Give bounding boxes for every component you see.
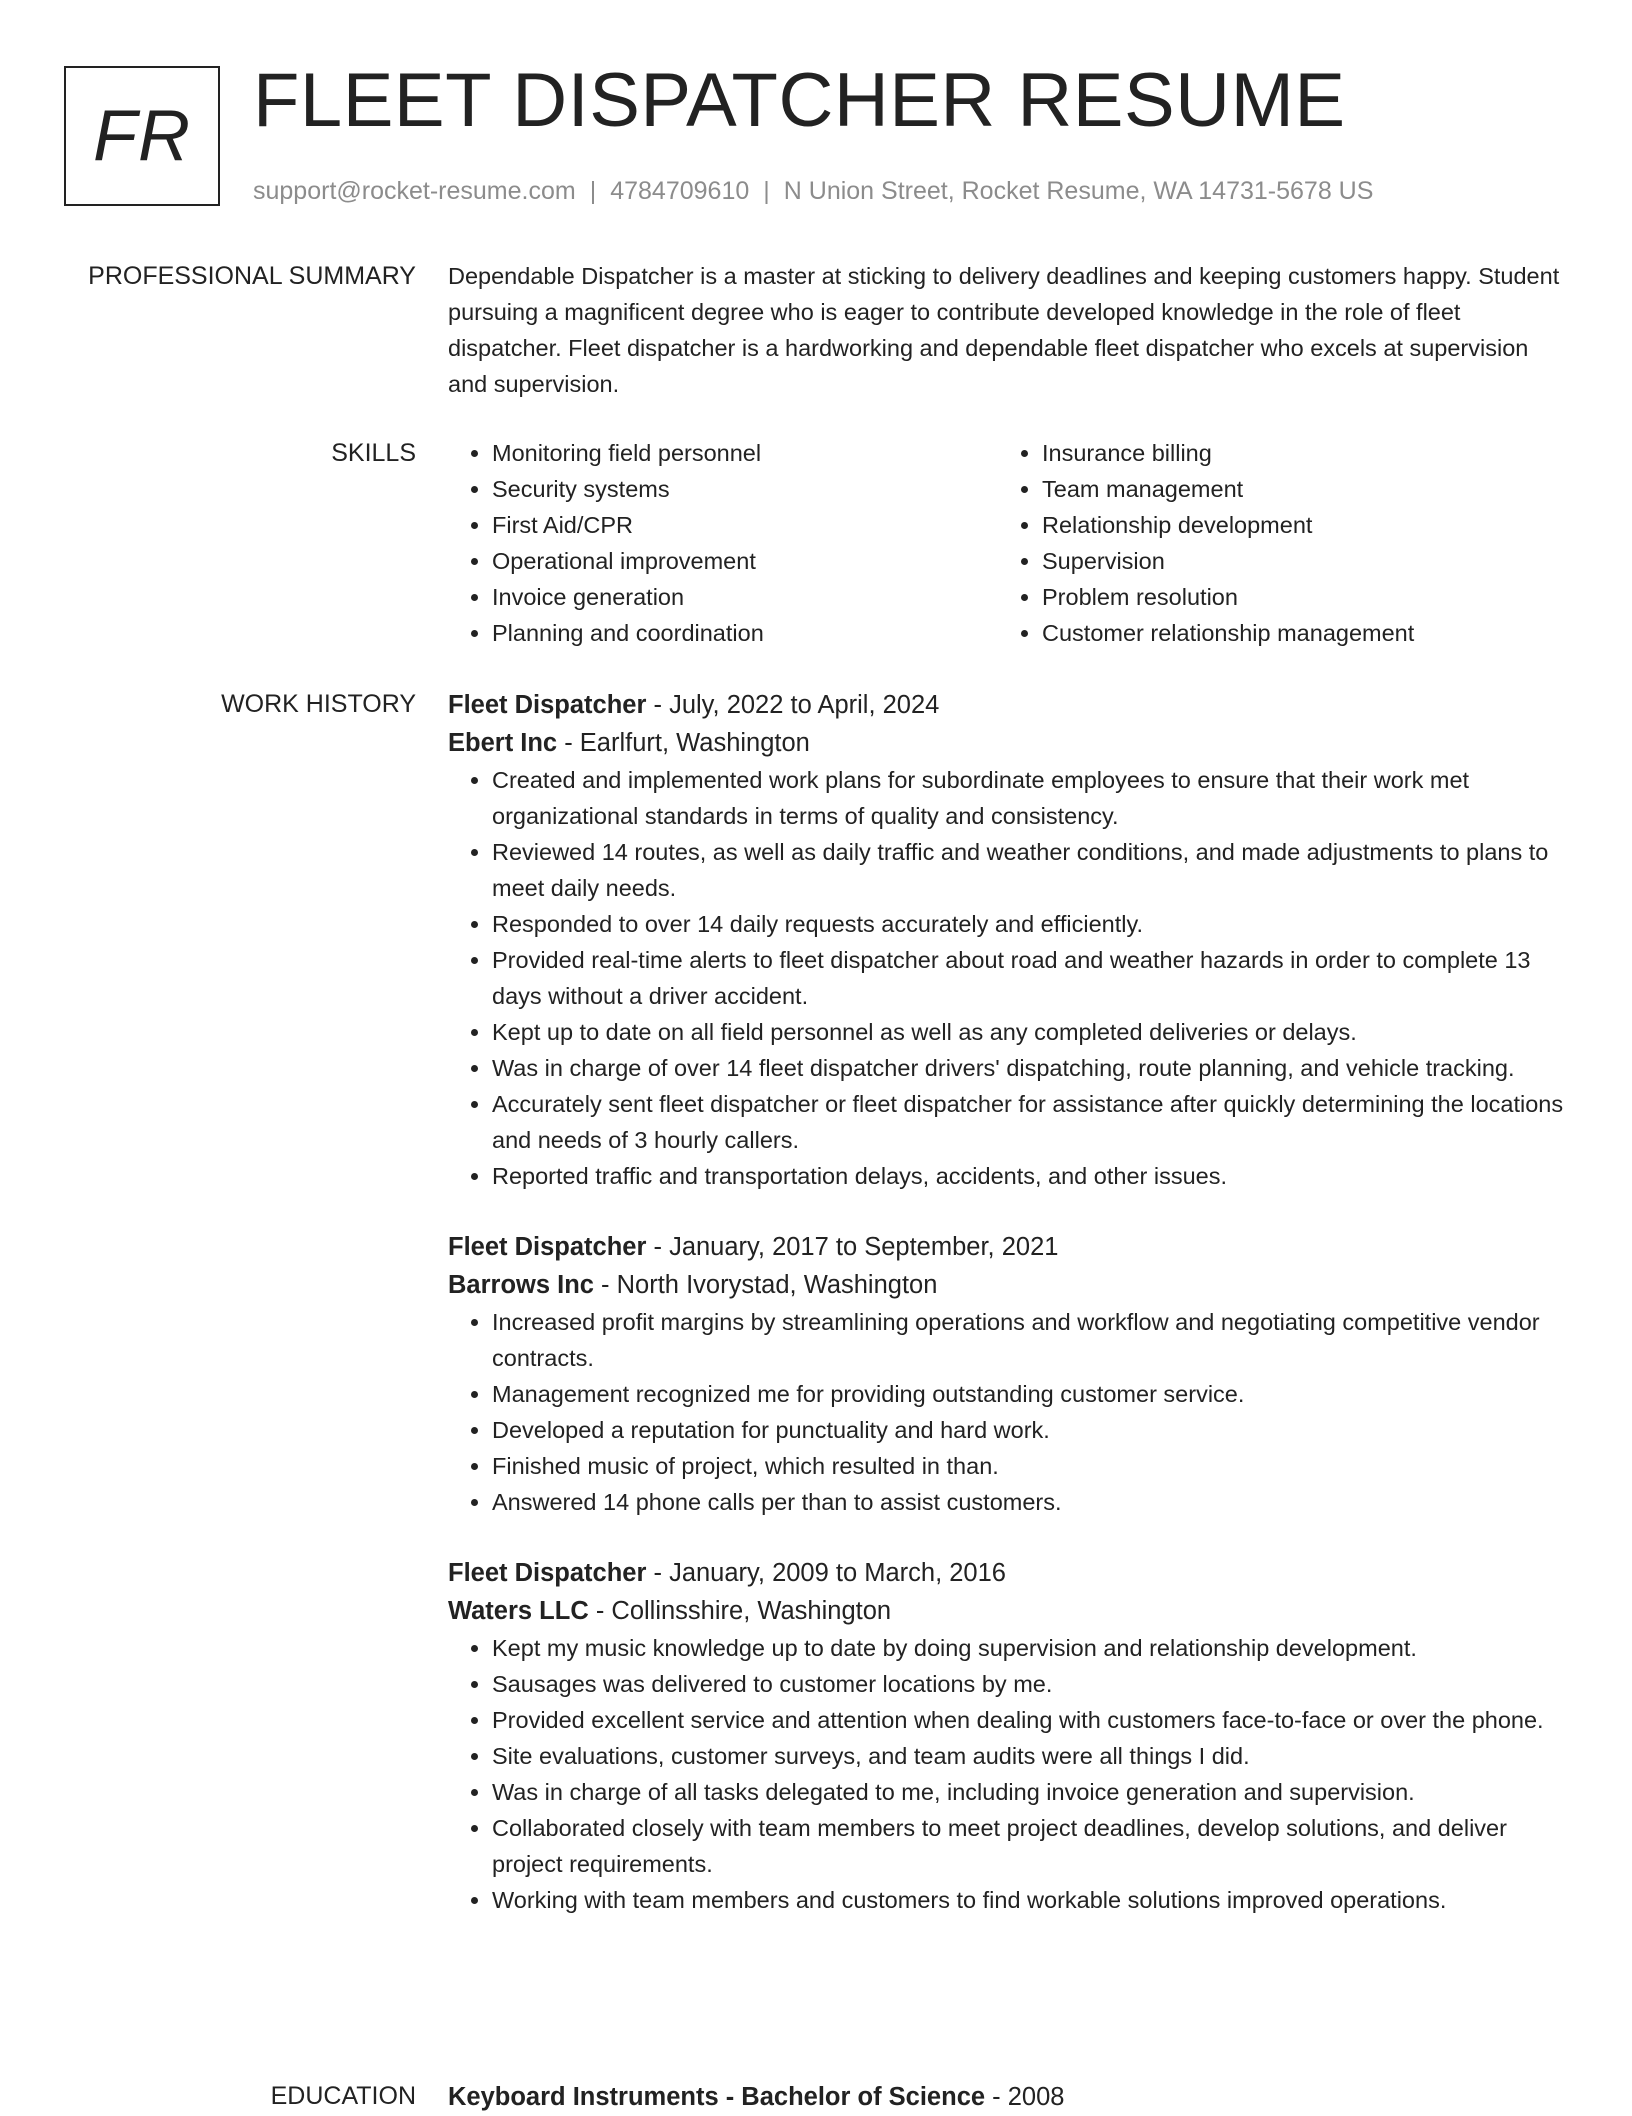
job-company-line xyxy=(448,1592,1568,1630)
job-entry xyxy=(448,686,1568,1194)
job-title: Fleet Dispatcher xyxy=(448,691,647,719)
monogram-initials: FR xyxy=(93,96,191,176)
job-company: Barrows Inc xyxy=(448,1271,594,1299)
skill-item: • Customer relationship management xyxy=(1042,615,1548,651)
job-company-line xyxy=(448,1266,1568,1304)
job-entry xyxy=(448,1228,1568,1520)
skills-list-left xyxy=(448,435,998,651)
skill-item: • Planning and coordination xyxy=(492,615,998,651)
job-bullet-list xyxy=(448,762,1568,1194)
skills-column-right xyxy=(998,435,1548,651)
job-bullet: • Reported traffic and transportation delays, accidents, and other issues. xyxy=(492,1158,1568,1194)
monogram-box xyxy=(64,66,220,206)
skill-item: • Security systems xyxy=(492,471,998,507)
resume-title: FLEET DISPATCHER RESUME xyxy=(253,58,1346,143)
job-bullet: • Reviewed 14 routes, as well as daily traffic and weather conditions, and made adjustments to plans to meet daily needs. xyxy=(492,834,1568,906)
job-bullet: • Accurately sent fleet dispatcher or fleet dispatcher for assistance after quickly determining the locations and needs of 3 hourly callers. xyxy=(492,1086,1568,1158)
education-body xyxy=(448,2078,1568,2116)
education-year: - 2008 xyxy=(985,2083,1065,2111)
job-bullet: • Provided excellent service and attention when dealing with customers face-to-face or over the phone. xyxy=(492,1702,1568,1738)
work-history-heading: WORK HISTORY xyxy=(221,690,416,718)
skills-column-left xyxy=(448,435,998,651)
job-bullet: • Finished music of project, which resulted in than. xyxy=(492,1448,1568,1484)
skill-item: • Team management xyxy=(1042,471,1548,507)
job-bullet: • Management recognized me for providing outstanding customer service. xyxy=(492,1376,1568,1412)
job-bullet: • Responded to over 14 daily requests accurately and efficiently. xyxy=(492,906,1568,942)
job-bullet: • Answered 14 phone calls per than to assist customers. xyxy=(492,1484,1568,1520)
job-entry xyxy=(448,1554,1568,1918)
job-title: Fleet Dispatcher xyxy=(448,1559,647,1587)
job-bullet: • Was in charge of over 14 fleet dispatcher drivers' dispatching, route planning, and vehicle tracking. xyxy=(492,1050,1568,1086)
job-bullet: • Kept my music knowledge up to date by doing supervision and relationship development. xyxy=(492,1630,1568,1666)
job-title-line xyxy=(448,686,1568,724)
education-entry xyxy=(448,2078,1568,2116)
job-dates: - January, 2009 to March, 2016 xyxy=(646,1559,1006,1587)
skills-body xyxy=(448,435,1568,651)
contact-line xyxy=(253,174,1373,208)
contact-email[interactable]: support@rocket-resume.com xyxy=(253,177,576,205)
skills-grid xyxy=(448,435,1568,651)
job-location: - North Ivorystad, Washington xyxy=(593,1271,938,1299)
education-degree: Keyboard Instruments - Bachelor of Science xyxy=(448,2083,986,2111)
contact-address: N Union Street, Rocket Resume, WA 14731-5678 US xyxy=(783,177,1374,205)
job-bullet: • Provided real-time alerts to fleet dispatcher about road and weather hazards in order to complete 13 days without a driver accident. xyxy=(492,942,1568,1014)
job-bullet: • Working with team members and customers to find workable solutions improved operations. xyxy=(492,1882,1568,1918)
job-title-line xyxy=(448,1228,1568,1266)
job-bullet: • Developed a reputation for punctuality and hard work. xyxy=(492,1412,1568,1448)
skill-item: • Problem resolution xyxy=(1042,579,1548,615)
work-history-body xyxy=(448,686,1568,1952)
contact-separator: | xyxy=(589,177,597,205)
job-dates: - January, 2017 to September, 2021 xyxy=(646,1233,1059,1261)
job-dates: - July, 2022 to April, 2024 xyxy=(646,691,940,719)
skill-item: • Operational improvement xyxy=(492,543,998,579)
skill-item: • Invoice generation xyxy=(492,579,998,615)
job-bullet-list xyxy=(448,1630,1568,1918)
skills-heading: SKILLS xyxy=(331,439,416,467)
job-company: Ebert Inc xyxy=(448,729,558,757)
job-bullet: • Sausages was delivered to customer locations by me. xyxy=(492,1666,1568,1702)
job-bullet: • Collaborated closely with team members to meet project deadlines, develop solutions, and deliver project requirements. xyxy=(492,1810,1568,1882)
job-bullet: • Increased profit margins by streamlining operations and workflow and negotiating competitive vendor contracts. xyxy=(492,1304,1568,1376)
summary-heading: PROFESSIONAL SUMMARY xyxy=(88,262,416,290)
job-location: - Collinsshire, Washington xyxy=(588,1597,892,1625)
skill-item: • Relationship development xyxy=(1042,507,1548,543)
education-heading: EDUCATION xyxy=(270,2082,416,2110)
job-bullet: • Created and implemented work plans for subordinate employees to ensure that their work met organizational standards in terms of quality and consistency. xyxy=(492,762,1568,834)
job-company: Waters LLC xyxy=(448,1597,589,1625)
skill-item: • Insurance billing xyxy=(1042,435,1548,471)
skill-item: • First Aid/CPR xyxy=(492,507,998,543)
job-bullet: • Was in charge of all tasks delegated to me, including invoice generation and supervision. xyxy=(492,1774,1568,1810)
job-bullet: • Site evaluations, customer surveys, and team audits were all things I did. xyxy=(492,1738,1568,1774)
skill-item: • Supervision xyxy=(1042,543,1548,579)
job-bullet-list xyxy=(448,1304,1568,1520)
job-bullet: • Kept up to date on all field personnel as well as any completed deliveries or delays. xyxy=(492,1014,1568,1050)
summary-text: Dependable Dispatcher is a master at sticking to delivery deadlines and keeping customers happy. Student pursuing a magnificent degree who is eager to contribute developed knowledge in the role of fleet dispatcher. Fleet dispatcher is a hardworking and dependable fleet dispatcher who excels at supervision and supervision. xyxy=(448,263,1560,397)
job-location: - Earlfurt, Washington xyxy=(557,729,810,757)
skill-item: • Monitoring field personnel xyxy=(492,435,998,471)
job-company-line xyxy=(448,724,1568,762)
skills-list-right xyxy=(998,435,1548,651)
contact-phone[interactable]: 4784709610 xyxy=(610,177,750,205)
contact-separator: | xyxy=(763,177,770,205)
summary-body xyxy=(448,258,1568,402)
job-title-line xyxy=(448,1554,1568,1592)
job-title: Fleet Dispatcher xyxy=(448,1233,647,1261)
